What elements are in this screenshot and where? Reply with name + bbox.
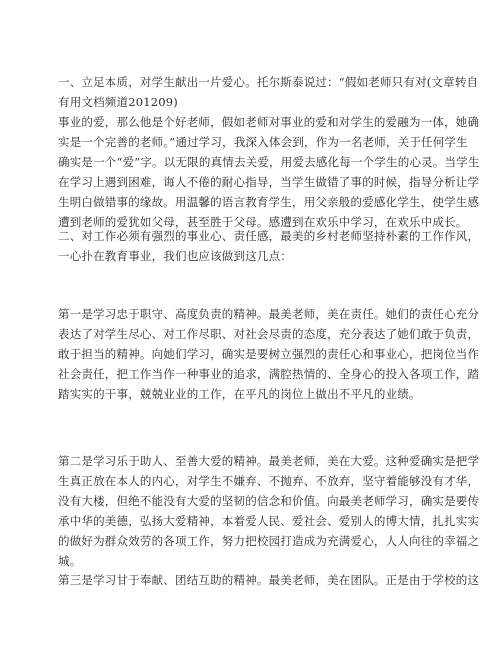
text-line: 城。 bbox=[58, 554, 82, 568]
text-line: 实是一个完善的老师。”通过学习，我深入体会到，作为一名老师，关于任何学生 bbox=[58, 135, 468, 149]
text-line: 二、对工作必须有强烈的事业心、责任感，最美的乡村老师坚持朴素的工作作风， bbox=[58, 229, 480, 243]
paragraph-second-point bbox=[58, 451, 480, 571]
text-line: 第一是学习忠于职守、高度负责的精神。最美老师，美在责任。她们的责任心充分 bbox=[58, 307, 480, 321]
text-line: 生真正放在本人的内心，对学生不嫌弃、不抛弃、不放弃，坚守着能够没有才华， bbox=[58, 474, 480, 488]
text-line: 承中华的美德，弘扬大爱精神，本着爱人民、爱社会、爱别人的博大情，扎扎实实 bbox=[58, 514, 480, 528]
text-line: 第三是学习甘于奉献、团结互助的精神。最美老师，美在团队。正是由于学校的这 bbox=[58, 573, 480, 587]
text-line: 踏实实的干事，兢兢业业的工作，在平凡的岗位上做出不平凡的业绩。 bbox=[58, 387, 421, 401]
text-line: 有用文档频道201209) bbox=[58, 95, 178, 109]
paragraph-third-point bbox=[58, 570, 480, 590]
text-line: 生明白做错事的缘故。用温馨的语言教育学生，用父亲般的爱感化学生，使学生感 bbox=[58, 195, 480, 209]
text-line: 的做好为群众效劳的各项工作，努力把校园打造成为充满爱心，人人向往的幸福之 bbox=[58, 534, 480, 548]
text-line: 一心扑在教育事业，我们也应该做到这几点： bbox=[58, 249, 292, 263]
text-line: 没有大楼，但绝不能没有大爱的坚韧的信念和价值。向最美老师学习，确实是要传 bbox=[58, 494, 480, 508]
text-line: 敢于担当的精神。向她们学习，确实是要树立强烈的责任心和事业心，把岗位当作 bbox=[58, 347, 480, 361]
text-line: 事业的爱，那么他是个好老师，假如老师对事业的爱和对学生的爱融为一体，她确 bbox=[58, 115, 480, 129]
text-line: 在学习上遇到困难，诲人不倦的耐心指导，当学生做错了事的时候，指导分析让学 bbox=[58, 175, 480, 189]
paragraph-first-point bbox=[58, 304, 480, 404]
text-line: 一、立足本质，对学生献出一片爱心。托尔斯泰说过：“假如老师只有对(文章转自 bbox=[58, 75, 479, 89]
text-line: 表达了对学生尽心、对工作尽职、对社会尽责的态度，充分表达了她们敢于负责， bbox=[58, 327, 480, 341]
text-line: 社会责任，把工作当作一种事业的追求，满腔热情的、全身心的投入各项工作，踏 bbox=[58, 367, 480, 381]
paragraph-love-for-students bbox=[58, 72, 480, 232]
text-line: 遭到老师的爱犹如父母，甚至胜于父母。感遭到在欢乐中学习，在欢乐中成长。 bbox=[58, 215, 468, 229]
text-line: 确实是一个“爱”字。以无限的真情去关爱，用爱去感化每一个学生的心灵。当学生 bbox=[58, 155, 480, 169]
paragraph-work-dedication bbox=[58, 226, 480, 266]
text-line: 第二是学习乐于助人、至善大爱的精神。最美老师，美在大爱。这种爱确实是把学 bbox=[58, 454, 480, 468]
